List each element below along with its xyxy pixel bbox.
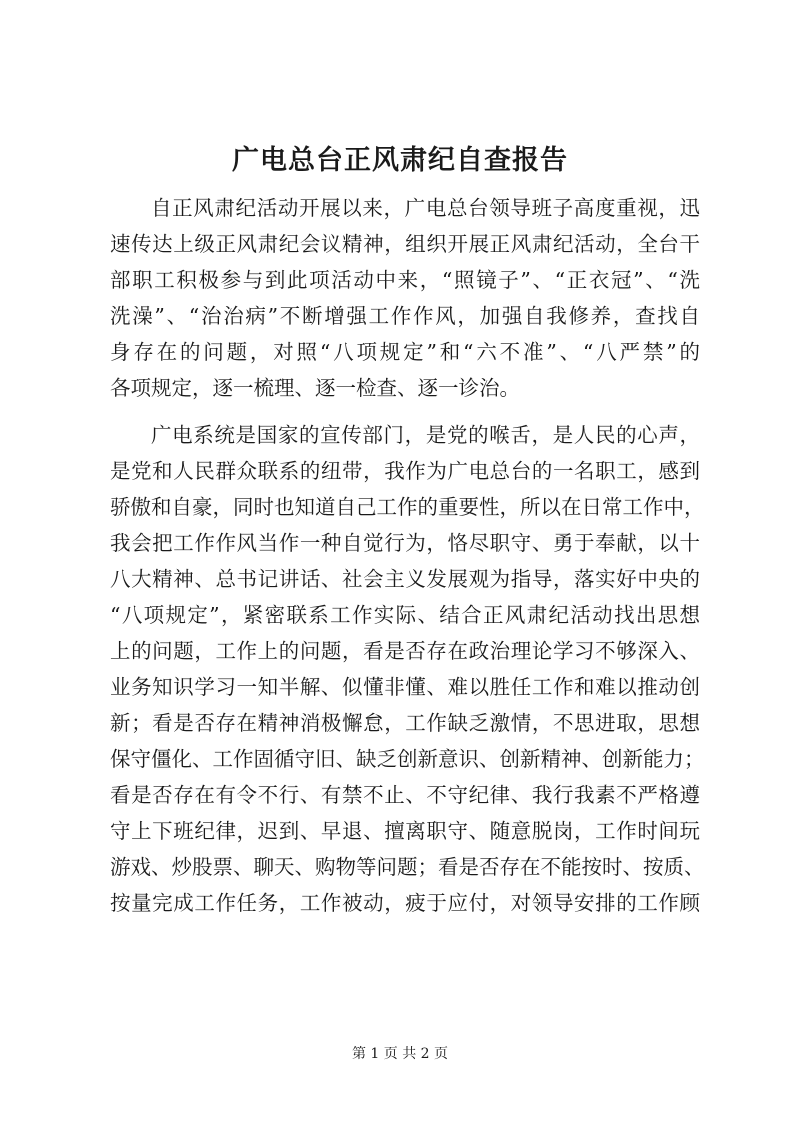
- paragraph-line: 我会把工作作风当作一种自觉行为，恪尽职守、勇于奉献，以十: [110, 531, 700, 555]
- paragraph-line: 守上下班纪律，迟到、早退、擅离职守、随意脱岗，工作时间玩: [110, 819, 700, 843]
- paragraph-line: 业务知识学习一知半解、似懂非懂、难以胜任工作和难以推动创: [110, 675, 700, 699]
- paragraph-line: “八项规定”，紧密联系工作实际、结合正风肃纪活动找出思想: [110, 603, 700, 627]
- document-title: 广电总台正风肃纪自查报告: [232, 145, 568, 176]
- paragraph-line: 八大精神、总书记讲话、社会主义发展观为指导，落实好中央的: [110, 567, 700, 591]
- paragraph-line: 骄傲和自豪，同时也知道自己工作的重要性，所以在日常工作中，: [110, 495, 705, 519]
- paragraph-line: 看是否存在有令不行、有禁不止、不守纪律、我行我素不严格遵: [110, 783, 700, 807]
- paragraph-line: 速传达上级正风肃纪会议精神，组织开展正风肃纪活动，全台干: [110, 232, 700, 256]
- paragraph-line: 保守僵化、工作固循守旧、缺乏创新意识、创新精神、创新能力；: [110, 747, 705, 771]
- paragraph-line: 各项规定，逐一梳理、逐一检查、逐一诊治。: [110, 376, 520, 400]
- paragraph-line: 身存在的问题，对照“八项规定”和“六不准”、“八严禁”的: [110, 340, 700, 364]
- paragraph-line: 广电系统是国家的宣传部门，是党的喉舌，是人民的心声，: [151, 423, 700, 447]
- paragraph-line: 游戏、炒股票、聊天、购物等问题；看是否存在不能按时、按质、: [110, 855, 705, 879]
- paragraph-line: 是党和人民群众联系的纽带，我作为广电总台的一名职工，感到: [110, 459, 700, 483]
- paragraph-line: 新；看是否存在精神消极懈怠，工作缺乏激情，不思进取，思想: [110, 711, 700, 735]
- paragraph-line: 上的问题，工作上的问题，看是否存在政治理论学习不够深入、: [110, 639, 700, 663]
- paragraph-line: 部职工积极参与到此项活动中来，“照镜子”、“正衣冠”、“洗: [110, 268, 700, 292]
- page-number-footer: 第 1 页 共 2 页: [351, 1046, 449, 1062]
- paragraph-line: 洗澡”、“治治病”不断增强工作作风，加强自我修养，查找自: [110, 304, 700, 328]
- paragraph-line: 自正风肃纪活动开展以来，广电总台领导班子高度重视，迅: [151, 196, 700, 220]
- paragraph-line: 按量完成工作任务，工作被动，疲于应付，对领导安排的工作顾: [110, 891, 700, 915]
